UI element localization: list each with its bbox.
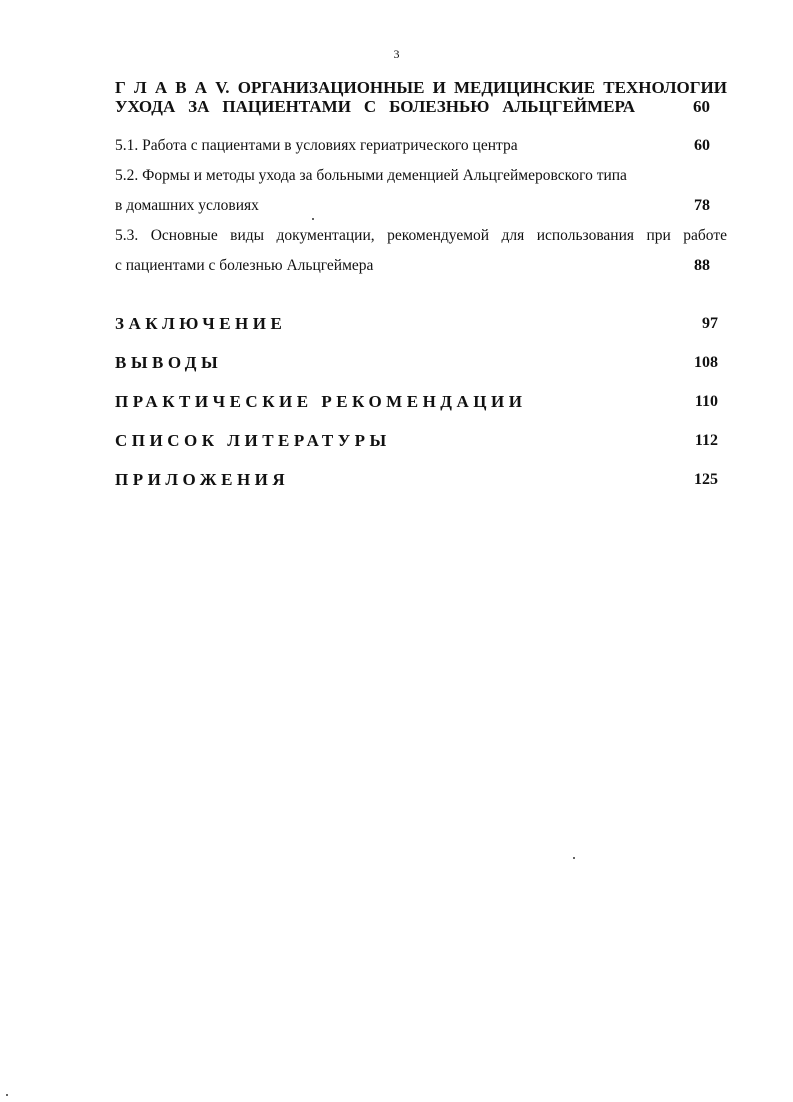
- chapter-page-number: 60: [693, 97, 710, 116]
- toc-section-findings-page: 108: [694, 354, 718, 371]
- toc-section-findings: ВЫВОДЫ: [115, 353, 223, 372]
- chapter-title-line-2: УХОДА ЗА ПАЦИЕНТАМИ С БОЛЕЗНЬЮ АЛЬЦГЕЙМЕРА: [115, 97, 635, 116]
- toc-subsection-5-2-continuation: в домашних условиях: [115, 197, 259, 214]
- toc-subsection-5-2-page: 78: [694, 197, 710, 214]
- toc-section-recommendations: ПРАКТИЧЕСКИЕ РЕКОМЕНДАЦИИ: [115, 392, 527, 411]
- toc-subsection-5-1-page: 60: [694, 137, 710, 154]
- toc-subsection-5-1: 5.1. Работа с пациентами в условиях гериатрического центра: [115, 137, 518, 154]
- toc-subsection-5-3-page: 88: [694, 257, 710, 274]
- toc-subsection-5-3-continuation: с пациентами с болезнью Альцгеймера: [115, 257, 374, 274]
- toc-section-bibliography-page: 112: [694, 432, 718, 449]
- toc-section-conclusion: ЗАКЛЮЧЕНИЕ: [115, 314, 287, 333]
- toc-subsection-5-2: 5.2. Формы и методы ухода за больными деменцией Альцгеймеровского типа: [115, 167, 627, 184]
- page-number: 3: [393, 47, 400, 61]
- scan-speck: [312, 218, 314, 220]
- scan-speck: [6, 1094, 8, 1096]
- chapter-title-line-1: Г Л А В А V. ОРГАНИЗАЦИОННЫЕ И МЕДИЦИНСКИЕ ТЕХНОЛОГИИ: [115, 78, 727, 97]
- toc-section-bibliography: СПИСОК ЛИТЕРАТУРЫ: [115, 431, 391, 450]
- scan-speck: [573, 857, 575, 859]
- toc-section-appendices: ПРИЛОЖЕНИЯ: [115, 470, 290, 489]
- toc-section-recommendations-page: 110: [694, 393, 718, 410]
- toc-subsection-5-3: 5.3. Основные виды документации, рекомендуемой для использования при работе: [115, 227, 727, 244]
- toc-section-appendices-page: 125: [694, 471, 718, 488]
- toc-section-conclusion-page: 97: [702, 315, 718, 332]
